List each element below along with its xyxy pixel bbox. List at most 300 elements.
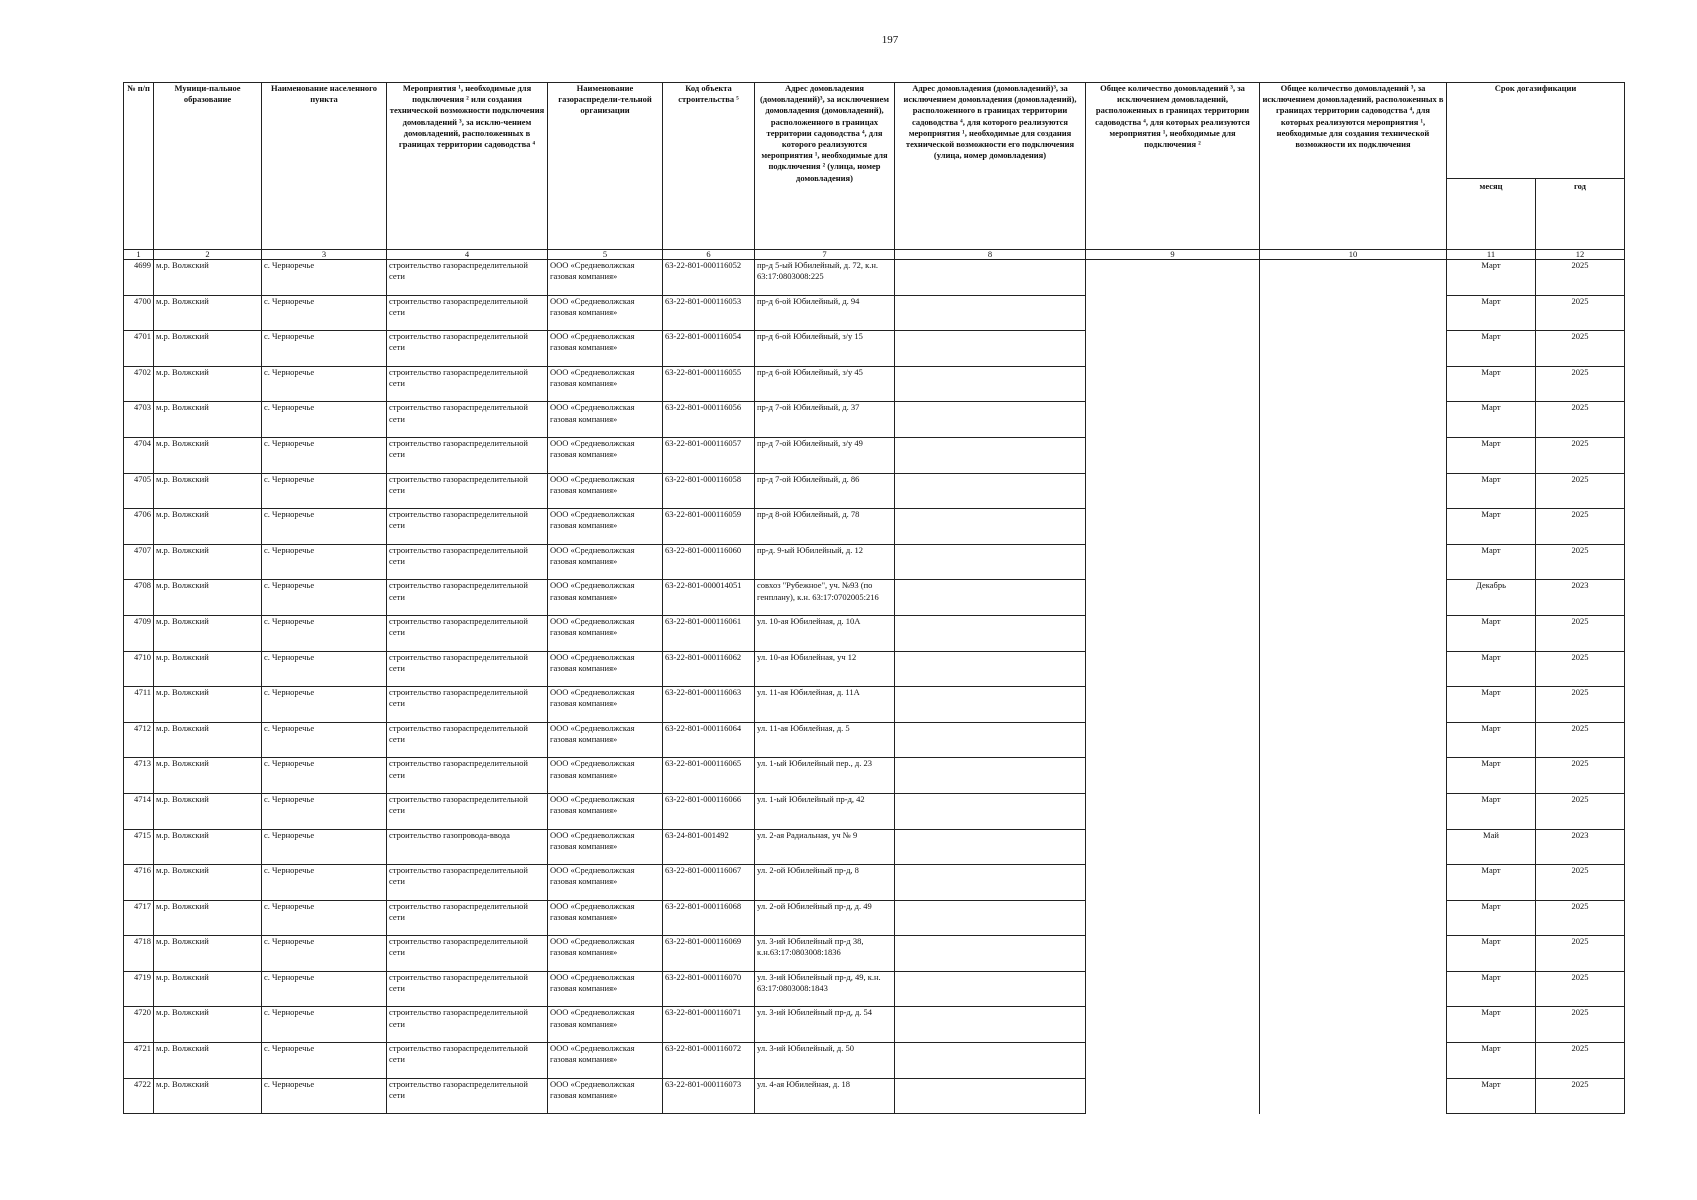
cell-month: Март xyxy=(1447,509,1536,545)
cell-month: Март xyxy=(1447,936,1536,972)
cell-gas-org: ООО «Средневолжская газовая компания» xyxy=(548,437,663,473)
gasification-table xyxy=(123,82,1625,1114)
cell-settlement: с. Черноречье xyxy=(262,829,387,865)
cell-event: строительство газораспределительной сети xyxy=(387,758,548,794)
cell-address-tech xyxy=(895,1043,1086,1079)
cell-count-tech xyxy=(1260,971,1447,1007)
cell-count-connection xyxy=(1086,971,1260,1007)
table-row xyxy=(124,829,1625,865)
cell-address: ул. 4-ая Юбилейная, д. 18 xyxy=(755,1078,895,1114)
cell-row-number: 4721 xyxy=(124,1043,154,1079)
cell-count-tech xyxy=(1260,544,1447,580)
cell-gas-org: ООО «Средневолжская газовая компания» xyxy=(548,793,663,829)
cell-gas-org: ООО «Средневолжская газовая компания» xyxy=(548,971,663,1007)
cell-event: строительство газораспределительной сети xyxy=(387,580,548,616)
cell-count-connection xyxy=(1086,615,1260,651)
cell-settlement: с. Черноречье xyxy=(262,793,387,829)
cell-event: строительство газораспределительной сети xyxy=(387,971,548,1007)
cell-month: Март xyxy=(1447,651,1536,687)
cell-address: пр-д 7-ой Юбилейный, д. 86 xyxy=(755,473,895,509)
cell-year: 2025 xyxy=(1536,936,1625,972)
cell-row-number: 4699 xyxy=(124,260,154,296)
header-deadline: Срок догазификации xyxy=(1447,83,1625,179)
cell-object-code: 63-22-801-000116068 xyxy=(663,900,755,936)
cell-count-tech xyxy=(1260,615,1447,651)
cell-event: строительство газораспределительной сети xyxy=(387,722,548,758)
header-month: месяц xyxy=(1447,179,1536,250)
cell-year: 2025 xyxy=(1536,651,1625,687)
cell-month: Март xyxy=(1447,793,1536,829)
cell-municipality: м.р. Волжский xyxy=(154,544,262,580)
cell-object-code: 63-22-801-000116065 xyxy=(663,758,755,794)
cell-gas-org: ООО «Средневолжская газовая компания» xyxy=(548,1007,663,1043)
cell-year: 2025 xyxy=(1536,1043,1625,1079)
cell-address-tech xyxy=(895,758,1086,794)
table-row xyxy=(124,1007,1625,1043)
cell-settlement: с. Черноречье xyxy=(262,1078,387,1114)
cell-settlement: с. Черноречье xyxy=(262,615,387,651)
cell-municipality: м.р. Волжский xyxy=(154,331,262,367)
cell-year: 2025 xyxy=(1536,900,1625,936)
cell-event: строительство газораспределительной сети xyxy=(387,1078,548,1114)
cell-gas-org: ООО «Средневолжская газовая компания» xyxy=(548,331,663,367)
table-row xyxy=(124,331,1625,367)
cell-count-tech xyxy=(1260,793,1447,829)
cell-gas-org: ООО «Средневолжская газовая компания» xyxy=(548,473,663,509)
cell-settlement: с. Черноречье xyxy=(262,687,387,723)
cell-address-tech xyxy=(895,793,1086,829)
cell-settlement: с. Черноречье xyxy=(262,865,387,901)
cell-gas-org: ООО «Средневолжская газовая компания» xyxy=(548,615,663,651)
cell-municipality: м.р. Волжский xyxy=(154,260,262,296)
cell-year: 2025 xyxy=(1536,793,1625,829)
cell-municipality: м.р. Волжский xyxy=(154,509,262,545)
cell-month: Март xyxy=(1447,971,1536,1007)
cell-object-code: 63-24-801-001492 xyxy=(663,829,755,865)
cell-address-tech xyxy=(895,580,1086,616)
col-number: 11 xyxy=(1447,250,1536,260)
cell-settlement: с. Черноречье xyxy=(262,971,387,1007)
col-number: 2 xyxy=(154,250,262,260)
cell-address: ул. 2-ой Юбилейный пр-д, д. 49 xyxy=(755,900,895,936)
cell-month: Март xyxy=(1447,722,1536,758)
cell-gas-org: ООО «Средневолжская газовая компания» xyxy=(548,1043,663,1079)
cell-address: ул. 1-ый Юбилейный пр-д, 42 xyxy=(755,793,895,829)
cell-count-connection xyxy=(1086,260,1260,296)
cell-count-connection xyxy=(1086,295,1260,331)
cell-address: пр-д 7-ой Юбилейный, д. 37 xyxy=(755,402,895,438)
cell-gas-org: ООО «Средневолжская газовая компания» xyxy=(548,260,663,296)
cell-object-code: 63-22-801-000116066 xyxy=(663,793,755,829)
cell-year: 2025 xyxy=(1536,544,1625,580)
cell-row-number: 4717 xyxy=(124,900,154,936)
cell-count-tech xyxy=(1260,295,1447,331)
cell-count-connection xyxy=(1086,580,1260,616)
cell-row-number: 4709 xyxy=(124,615,154,651)
table-body xyxy=(124,260,1625,1114)
table-row xyxy=(124,900,1625,936)
cell-count-tech xyxy=(1260,260,1447,296)
cell-object-code: 63-22-801-000116064 xyxy=(663,722,755,758)
cell-year: 2025 xyxy=(1536,331,1625,367)
header-address-connection: Адрес домовладения (домовладений)³, за исключением домовладения (домовладений), расположенного в границах территории садоводства ⁴, для которого реализуются мероприятия ¹, необходимые для подключения ² (улица, номер домовладения) xyxy=(755,83,895,250)
table-row xyxy=(124,936,1625,972)
cell-object-code: 63-22-801-000116061 xyxy=(663,615,755,651)
table-row xyxy=(124,793,1625,829)
cell-count-tech xyxy=(1260,509,1447,545)
cell-object-code: 63-22-801-000116060 xyxy=(663,544,755,580)
cell-object-code: 63-22-801-000116059 xyxy=(663,509,755,545)
cell-month: Март xyxy=(1447,331,1536,367)
cell-address-tech xyxy=(895,971,1086,1007)
cell-settlement: с. Черноречье xyxy=(262,900,387,936)
cell-month: Март xyxy=(1447,544,1536,580)
cell-row-number: 4707 xyxy=(124,544,154,580)
cell-municipality: м.р. Волжский xyxy=(154,402,262,438)
cell-address: ул. 2-ая Радиальная, уч № 9 xyxy=(755,829,895,865)
cell-event: строительство газораспределительной сети xyxy=(387,331,548,367)
col-number: 7 xyxy=(755,250,895,260)
cell-count-connection xyxy=(1086,509,1260,545)
cell-count-tech xyxy=(1260,651,1447,687)
cell-address-tech xyxy=(895,651,1086,687)
cell-event: строительство газораспределительной сети xyxy=(387,402,548,438)
cell-year: 2023 xyxy=(1536,829,1625,865)
cell-settlement: с. Черноречье xyxy=(262,936,387,972)
cell-count-connection xyxy=(1086,936,1260,972)
cell-object-code: 63-22-801-000116058 xyxy=(663,473,755,509)
cell-address: пр-д 6-ой Юбилейный, з/у 15 xyxy=(755,331,895,367)
cell-municipality: м.р. Волжский xyxy=(154,437,262,473)
cell-count-connection xyxy=(1086,1007,1260,1043)
cell-object-code: 63-22-801-000116072 xyxy=(663,1043,755,1079)
cell-object-code: 63-22-801-000116070 xyxy=(663,971,755,1007)
cell-settlement: с. Черноречье xyxy=(262,1007,387,1043)
cell-gas-org: ООО «Средневолжская газовая компания» xyxy=(548,544,663,580)
cell-object-code: 63-22-801-000116067 xyxy=(663,865,755,901)
header-object-code: Код объекта строительства ⁵ xyxy=(663,83,755,250)
cell-address-tech xyxy=(895,687,1086,723)
header-gas-org: Наименование газораспредели-тельной организации xyxy=(548,83,663,250)
cell-count-tech xyxy=(1260,366,1447,402)
cell-object-code: 63-22-801-000116071 xyxy=(663,1007,755,1043)
cell-row-number: 4710 xyxy=(124,651,154,687)
cell-count-tech xyxy=(1260,936,1447,972)
cell-address: ул. 10-ая Юбилейная, д. 10А xyxy=(755,615,895,651)
table-row xyxy=(124,260,1625,296)
cell-address: пр-д 7-ой Юбилейный, з/у 49 xyxy=(755,437,895,473)
cell-count-tech xyxy=(1260,402,1447,438)
cell-count-connection xyxy=(1086,437,1260,473)
cell-address: пр-д 5-ый Юбилейный, д. 72, к.н. 63:17:0803008:225 xyxy=(755,260,895,296)
col-number: 8 xyxy=(895,250,1086,260)
cell-event: строительство газораспределительной сети xyxy=(387,687,548,723)
cell-gas-org: ООО «Средневолжская газовая компания» xyxy=(548,900,663,936)
table-row xyxy=(124,1078,1625,1114)
cell-count-tech xyxy=(1260,1007,1447,1043)
cell-row-number: 4716 xyxy=(124,865,154,901)
cell-address-tech xyxy=(895,936,1086,972)
cell-municipality: м.р. Волжский xyxy=(154,900,262,936)
cell-row-number: 4708 xyxy=(124,580,154,616)
cell-address-tech xyxy=(895,829,1086,865)
cell-object-code: 63-22-801-000116055 xyxy=(663,366,755,402)
col-number: 5 xyxy=(548,250,663,260)
cell-event: строительство газораспределительной сети xyxy=(387,366,548,402)
table-row xyxy=(124,865,1625,901)
cell-year: 2025 xyxy=(1536,402,1625,438)
table-row xyxy=(124,722,1625,758)
cell-municipality: м.р. Волжский xyxy=(154,722,262,758)
cell-address-tech xyxy=(895,900,1086,936)
cell-address-tech xyxy=(895,402,1086,438)
cell-object-code: 63-22-801-000116063 xyxy=(663,687,755,723)
cell-count-connection xyxy=(1086,900,1260,936)
cell-year: 2025 xyxy=(1536,437,1625,473)
cell-month: Март xyxy=(1447,865,1536,901)
cell-address-tech xyxy=(895,722,1086,758)
cell-event: строительство газораспределительной сети xyxy=(387,509,548,545)
cell-settlement: с. Черноречье xyxy=(262,260,387,296)
cell-address-tech xyxy=(895,1078,1086,1114)
cell-row-number: 4703 xyxy=(124,402,154,438)
cell-settlement: с. Черноречье xyxy=(262,331,387,367)
cell-year: 2025 xyxy=(1536,366,1625,402)
cell-settlement: с. Черноречье xyxy=(262,651,387,687)
cell-settlement: с. Черноречье xyxy=(262,295,387,331)
cell-municipality: м.р. Волжский xyxy=(154,651,262,687)
col-number: 12 xyxy=(1536,250,1625,260)
cell-event: строительство газораспределительной сети xyxy=(387,615,548,651)
cell-month: Март xyxy=(1447,758,1536,794)
cell-municipality: м.р. Волжский xyxy=(154,687,262,723)
cell-object-code: 63-22-801-000116057 xyxy=(663,437,755,473)
cell-municipality: м.р. Волжский xyxy=(154,473,262,509)
page-number: 197 xyxy=(881,34,899,46)
cell-event: строительство газораспределительной сети xyxy=(387,936,548,972)
cell-count-connection xyxy=(1086,687,1260,723)
cell-municipality: м.р. Волжский xyxy=(154,295,262,331)
cell-address: пр-д. 9-ый Юбилейный, д. 12 xyxy=(755,544,895,580)
cell-municipality: м.р. Волжский xyxy=(154,793,262,829)
cell-count-connection xyxy=(1086,758,1260,794)
header-municipality: Муници-пальное образование xyxy=(154,83,262,250)
cell-count-tech xyxy=(1260,331,1447,367)
col-number: 9 xyxy=(1086,250,1260,260)
cell-address: ул. 3-ий Юбилейный, д. 50 xyxy=(755,1043,895,1079)
cell-month: Март xyxy=(1447,1078,1536,1114)
cell-month: Март xyxy=(1447,366,1536,402)
cell-count-connection xyxy=(1086,722,1260,758)
cell-year: 2025 xyxy=(1536,509,1625,545)
cell-row-number: 4705 xyxy=(124,473,154,509)
cell-event: строительство газораспределительной сети xyxy=(387,544,548,580)
cell-settlement: с. Черноречье xyxy=(262,366,387,402)
cell-count-tech xyxy=(1260,580,1447,616)
cell-count-connection xyxy=(1086,1043,1260,1079)
cell-address: пр-д 6-ой Юбилейный, д. 94 xyxy=(755,295,895,331)
cell-month: Март xyxy=(1447,260,1536,296)
cell-municipality: м.р. Волжский xyxy=(154,1007,262,1043)
header-num: № п/п xyxy=(124,83,154,250)
cell-settlement: с. Черноречье xyxy=(262,473,387,509)
cell-row-number: 4712 xyxy=(124,722,154,758)
cell-event: строительство газораспределительной сети xyxy=(387,865,548,901)
cell-object-code: 63-22-801-000116054 xyxy=(663,331,755,367)
cell-settlement: с. Черноречье xyxy=(262,544,387,580)
cell-count-tech xyxy=(1260,473,1447,509)
cell-year: 2025 xyxy=(1536,687,1625,723)
cell-event: строительство газораспределительной сети xyxy=(387,1007,548,1043)
table-row xyxy=(124,687,1625,723)
cell-count-tech xyxy=(1260,1043,1447,1079)
cell-count-connection xyxy=(1086,544,1260,580)
cell-count-connection xyxy=(1086,1078,1260,1114)
cell-settlement: с. Черноречье xyxy=(262,509,387,545)
cell-gas-org: ООО «Средневолжская газовая компания» xyxy=(548,936,663,972)
cell-municipality: м.р. Волжский xyxy=(154,936,262,972)
cell-municipality: м.р. Волжский xyxy=(154,758,262,794)
cell-gas-org: ООО «Средневолжская газовая компания» xyxy=(548,366,663,402)
cell-address-tech xyxy=(895,295,1086,331)
cell-year: 2025 xyxy=(1536,260,1625,296)
header-settlement: Наименование населенного пункта xyxy=(262,83,387,250)
cell-row-number: 4715 xyxy=(124,829,154,865)
cell-event: строительство газораспределительной сети xyxy=(387,473,548,509)
cell-event: строительство газораспределительной сети xyxy=(387,1043,548,1079)
cell-month: Март xyxy=(1447,1043,1536,1079)
cell-address-tech xyxy=(895,615,1086,651)
table-row xyxy=(124,437,1625,473)
cell-address: ул. 11-ая Юбилейная, д. 11А xyxy=(755,687,895,723)
cell-month: Март xyxy=(1447,437,1536,473)
cell-event: строительство газораспределительной сети xyxy=(387,651,548,687)
table-row xyxy=(124,1043,1625,1079)
cell-year: 2023 xyxy=(1536,580,1625,616)
cell-year: 2025 xyxy=(1536,865,1625,901)
header-count-tech: Общее количество домовладений ³, за исключением домовладений, расположенных в границах территории садоводства ⁴, для которых реализуются мероприятия ¹, необходимые для создания технической возможности их подключения xyxy=(1260,83,1447,250)
cell-object-code: 63-22-801-000014051 xyxy=(663,580,755,616)
col-number: 1 xyxy=(124,250,154,260)
cell-count-tech xyxy=(1260,758,1447,794)
table-row xyxy=(124,544,1625,580)
cell-settlement: с. Черноречье xyxy=(262,1043,387,1079)
cell-row-number: 4722 xyxy=(124,1078,154,1114)
cell-object-code: 63-22-801-000116056 xyxy=(663,402,755,438)
cell-gas-org: ООО «Средневолжская газовая компания» xyxy=(548,295,663,331)
cell-year: 2025 xyxy=(1536,971,1625,1007)
cell-address: пр-д 6-ой Юбилейный, з/у 45 xyxy=(755,366,895,402)
cell-month: Март xyxy=(1447,473,1536,509)
cell-count-tech xyxy=(1260,829,1447,865)
cell-year: 2025 xyxy=(1536,615,1625,651)
cell-month: Март xyxy=(1447,900,1536,936)
cell-municipality: м.р. Волжский xyxy=(154,366,262,402)
table-row xyxy=(124,758,1625,794)
cell-event: строительство газораспределительной сети xyxy=(387,900,548,936)
cell-count-connection xyxy=(1086,331,1260,367)
table-row xyxy=(124,402,1625,438)
cell-municipality: м.р. Волжский xyxy=(154,1043,262,1079)
cell-gas-org: ООО «Средневолжская газовая компания» xyxy=(548,865,663,901)
cell-address: ул. 3-ий Юбилейный пр-д 38, к.н.63:17:0803008:1836 xyxy=(755,936,895,972)
col-number: 3 xyxy=(262,250,387,260)
cell-object-code: 63-22-801-000116062 xyxy=(663,651,755,687)
cell-event: строительство газопровода-ввода xyxy=(387,829,548,865)
cell-row-number: 4701 xyxy=(124,331,154,367)
cell-row-number: 4718 xyxy=(124,936,154,972)
cell-year: 2025 xyxy=(1536,1078,1625,1114)
table-row xyxy=(124,509,1625,545)
cell-month: Март xyxy=(1447,615,1536,651)
cell-event: строительство газораспределительной сети xyxy=(387,437,548,473)
cell-count-connection xyxy=(1086,366,1260,402)
cell-row-number: 4714 xyxy=(124,793,154,829)
cell-object-code: 63-22-801-000116069 xyxy=(663,936,755,972)
cell-row-number: 4719 xyxy=(124,971,154,1007)
cell-address: ул. 11-ая Юбилейная, д. 5 xyxy=(755,722,895,758)
cell-municipality: м.р. Волжский xyxy=(154,971,262,1007)
cell-address: ул. 2-ой Юбилейный пр-д, 8 xyxy=(755,865,895,901)
header-count-connection: Общее количество домовладений ³, за исключением домовладений, расположенных в границах территории садоводства ⁴, для которых реализуются мероприятия ¹, необходимые для подключения ² xyxy=(1086,83,1260,250)
cell-gas-org: ООО «Средневолжская газовая компания» xyxy=(548,402,663,438)
cell-month: Март xyxy=(1447,1007,1536,1043)
cell-gas-org: ООО «Средневолжская газовая компания» xyxy=(548,580,663,616)
cell-settlement: с. Черноречье xyxy=(262,402,387,438)
cell-address: совхоз "Рубежное", уч. №93 (по генплану), к.н. 63:17:0702005:216 xyxy=(755,580,895,616)
cell-municipality: м.р. Волжский xyxy=(154,865,262,901)
cell-count-tech xyxy=(1260,722,1447,758)
cell-settlement: с. Черноречье xyxy=(262,437,387,473)
cell-address: пр-д 8-ой Юбилейный, д. 78 xyxy=(755,509,895,545)
cell-address-tech xyxy=(895,260,1086,296)
header-year: год xyxy=(1536,179,1625,250)
cell-address: ул. 10-ая Юбилейная, уч 12 xyxy=(755,651,895,687)
cell-address: ул. 1-ый Юбилейный пер., д. 23 xyxy=(755,758,895,794)
cell-count-connection xyxy=(1086,473,1260,509)
cell-row-number: 4713 xyxy=(124,758,154,794)
cell-gas-org: ООО «Средневолжская газовая компания» xyxy=(548,687,663,723)
cell-gas-org: ООО «Средневолжская газовая компания» xyxy=(548,829,663,865)
header-address-tech: Адрес домовладения (домовладений)³, за исключением домовладения (домовладений), расположенного в границах территории садоводства ⁴, для которого реализуются мероприятия ¹, необходимые для создания технической возможности его подключения (улица, номер домовладения) xyxy=(895,83,1086,250)
cell-address-tech xyxy=(895,366,1086,402)
col-number: 6 xyxy=(663,250,755,260)
cell-count-tech xyxy=(1260,437,1447,473)
cell-month: Май xyxy=(1447,829,1536,865)
cell-month: Декабрь xyxy=(1447,580,1536,616)
cell-address-tech xyxy=(895,473,1086,509)
table-row xyxy=(124,651,1625,687)
cell-municipality: м.р. Волжский xyxy=(154,580,262,616)
cell-row-number: 4711 xyxy=(124,687,154,723)
cell-count-connection xyxy=(1086,651,1260,687)
cell-year: 2025 xyxy=(1536,1007,1625,1043)
cell-count-connection xyxy=(1086,865,1260,901)
col-number: 4 xyxy=(387,250,548,260)
cell-year: 2025 xyxy=(1536,295,1625,331)
cell-address: ул. 3-ий Юбилейный пр-д, д. 54 xyxy=(755,1007,895,1043)
cell-settlement: с. Черноречье xyxy=(262,758,387,794)
cell-gas-org: ООО «Средневолжская газовая компания» xyxy=(548,758,663,794)
cell-event: строительство газораспределительной сети xyxy=(387,260,548,296)
cell-year: 2025 xyxy=(1536,722,1625,758)
cell-gas-org: ООО «Средневолжская газовая компания» xyxy=(548,651,663,687)
cell-municipality: м.р. Волжский xyxy=(154,1078,262,1114)
col-number: 10 xyxy=(1260,250,1447,260)
cell-address-tech xyxy=(895,509,1086,545)
cell-gas-org: ООО «Средневолжская газовая компания» xyxy=(548,722,663,758)
table-row xyxy=(124,615,1625,651)
